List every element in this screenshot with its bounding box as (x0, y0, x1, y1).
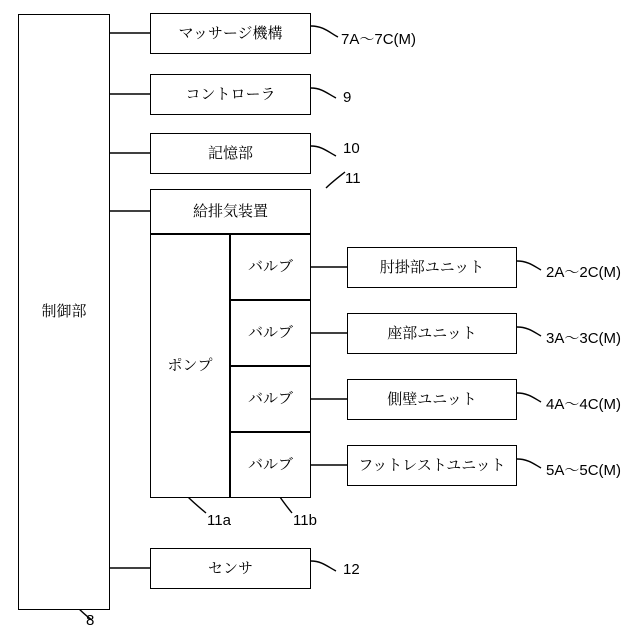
block-valve-2-label: バルブ (247, 324, 293, 341)
block-valve-4[interactable] (230, 432, 311, 498)
ref-seat-unit: 3A〜3C(M) (546, 330, 622, 347)
block-side-wall-unit[interactable] (347, 379, 517, 420)
block-pump-label: ポンプ (167, 357, 213, 374)
block-valve-4-label: バルブ (247, 456, 293, 473)
block-valve-2[interactable] (230, 300, 311, 366)
block-seat-unit[interactable] (347, 313, 517, 354)
ref-side-wall-unit: 4A〜4C(M) (546, 396, 622, 413)
block-air-supply-exhaust[interactable] (150, 189, 311, 234)
block-armrest-unit-label: 肘掛部ユニット (379, 258, 485, 276)
block-valve-1[interactable] (230, 234, 311, 300)
block-footrest-unit-label: フットレストユニット (358, 456, 506, 474)
block-controller[interactable] (18, 14, 110, 610)
block-valve-3-label: バルブ (247, 390, 293, 407)
ref-memory: 10 (343, 140, 360, 157)
block-sensor[interactable] (150, 548, 311, 589)
ref-footrest-unit: 5A〜5C(M) (546, 462, 622, 479)
block-memory[interactable] (150, 133, 311, 174)
block-massage-mechanism[interactable] (150, 13, 311, 54)
block-controller-device-label: コントローラ (185, 85, 276, 103)
ref-controller: 8 (86, 612, 95, 629)
block-controller-device[interactable] (150, 74, 311, 115)
ref-sensor: 12 (343, 561, 360, 578)
block-valve-1-label: バルブ (247, 258, 293, 275)
block-controller-label: 制御部 (41, 303, 87, 320)
block-pump[interactable] (150, 234, 230, 498)
ref-armrest-unit: 2A〜2C(M) (546, 264, 622, 281)
block-footrest-unit[interactable] (347, 445, 517, 486)
block-seat-unit-label: 座部ユニット (387, 324, 477, 342)
ref-pump: 11a (207, 512, 231, 529)
block-memory-label: 記憶部 (207, 144, 253, 162)
ref-valve: 11b (293, 512, 317, 529)
block-valve-3[interactable] (230, 366, 311, 432)
block-side-wall-unit-label: 側壁ユニット (387, 390, 477, 408)
ref-air-supply-exhaust: 11 (345, 170, 361, 187)
block-armrest-unit[interactable] (347, 247, 517, 288)
block-air-supply-exhaust-label: 給排気装置 (192, 202, 268, 220)
block-sensor-label: センサ (207, 559, 253, 577)
block-massage-mechanism-label: マッサージ機構 (178, 24, 283, 42)
ref-massage-mechanism: 7A〜7C(M) (341, 31, 417, 48)
ref-controller-device: 9 (343, 89, 352, 106)
